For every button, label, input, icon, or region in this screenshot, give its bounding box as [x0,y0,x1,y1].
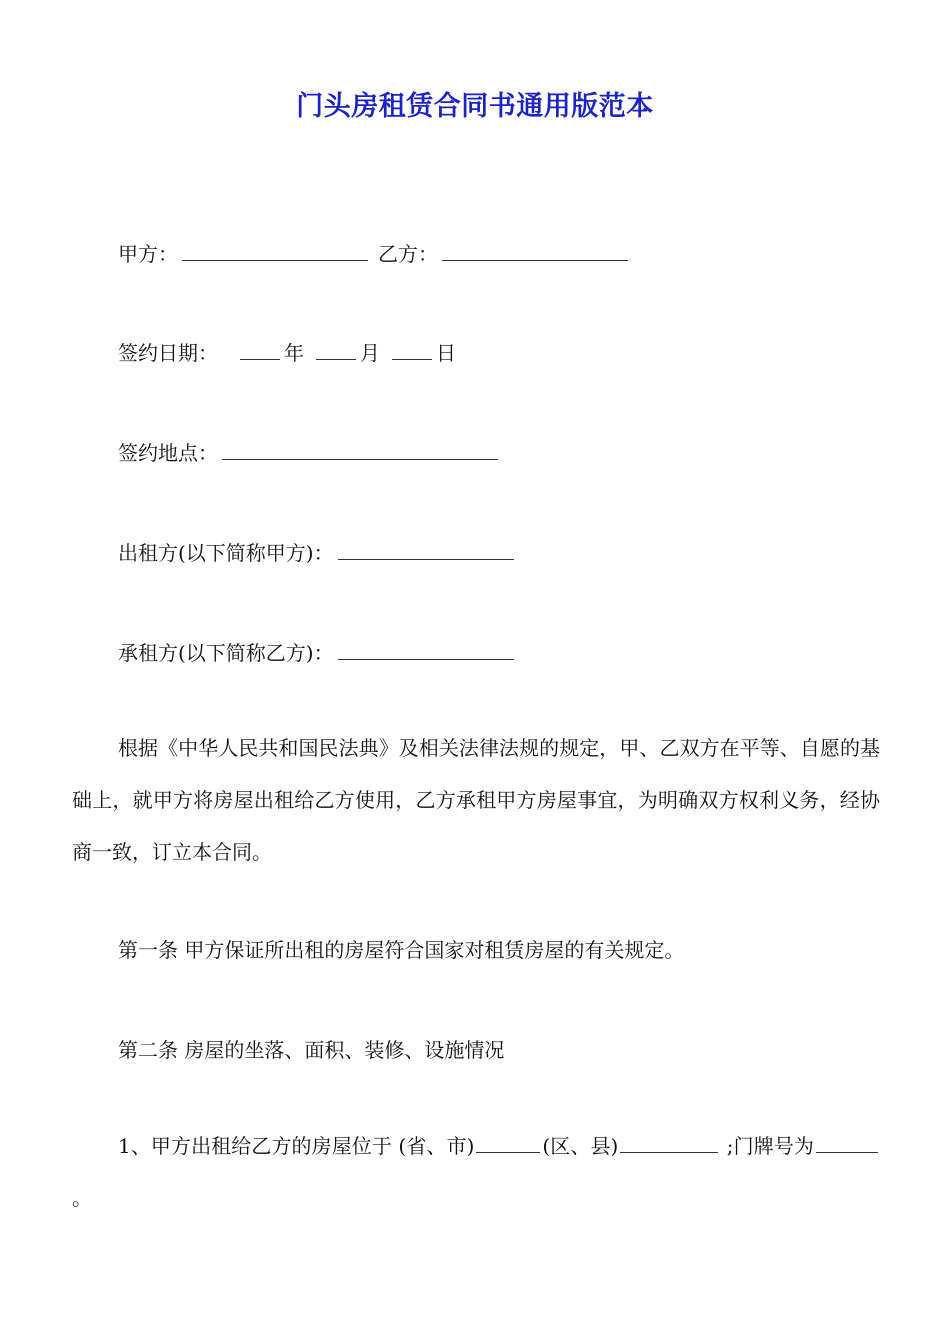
lessee-line [118,641,518,663]
date-line [118,341,456,363]
party-b-label: 乙方： [378,242,438,266]
clause-1-paragraph [72,1120,880,1224]
party-b-blank [442,242,628,261]
party-a-label: 甲方： [118,242,178,266]
district-blank [620,1134,718,1153]
month-blank [316,341,356,360]
clause-1-part3: ;门牌号为 [720,1134,814,1158]
lessor-label: 出租方(以下简称甲方)： [118,541,334,565]
party-a-blank [182,242,368,261]
article-1: 第一条 甲方保证所出租的房屋符合国家对租赁房屋的有关规定。 [118,938,685,962]
party-line [118,242,632,264]
province-blank [476,1134,540,1153]
clause-1-part1: 1、甲方出租给乙方的房屋位于 (省、市) [118,1134,475,1158]
preamble-paragraph: 根据《中华人民共和国民法典》及相关法律法规的规定，甲、乙双方在平等、自愿的基础上，就甲方将房屋出租给乙方使用，乙方承租甲方房屋事宜，为明确双方权利义务，经协商一致，订立本合同。 [72,736,880,864]
year-blank [240,341,280,360]
lessor-blank [338,541,514,560]
lessor-line [118,541,518,563]
place-blank [222,441,498,460]
clause-1-part4: 。 [72,1186,92,1210]
lessee-blank [338,641,514,660]
place-label: 签约地点： [118,441,218,465]
lessee-label: 承租方(以下简称乙方)： [118,641,334,665]
place-line [118,441,502,463]
page-title: 门头房租赁合同书通用版范本 [296,91,654,122]
day-blank [392,341,432,360]
date-label: 签约日期： [118,341,218,365]
year-label: 年 [284,341,304,365]
clause-1-part2: (区、县) [542,1134,619,1158]
house-number-blank [816,1134,878,1153]
article-2: 第二条 房屋的坐落、面积、装修、设施情况 [118,1038,505,1062]
day-label: 日 [436,341,456,365]
month-label: 月 [360,341,380,365]
